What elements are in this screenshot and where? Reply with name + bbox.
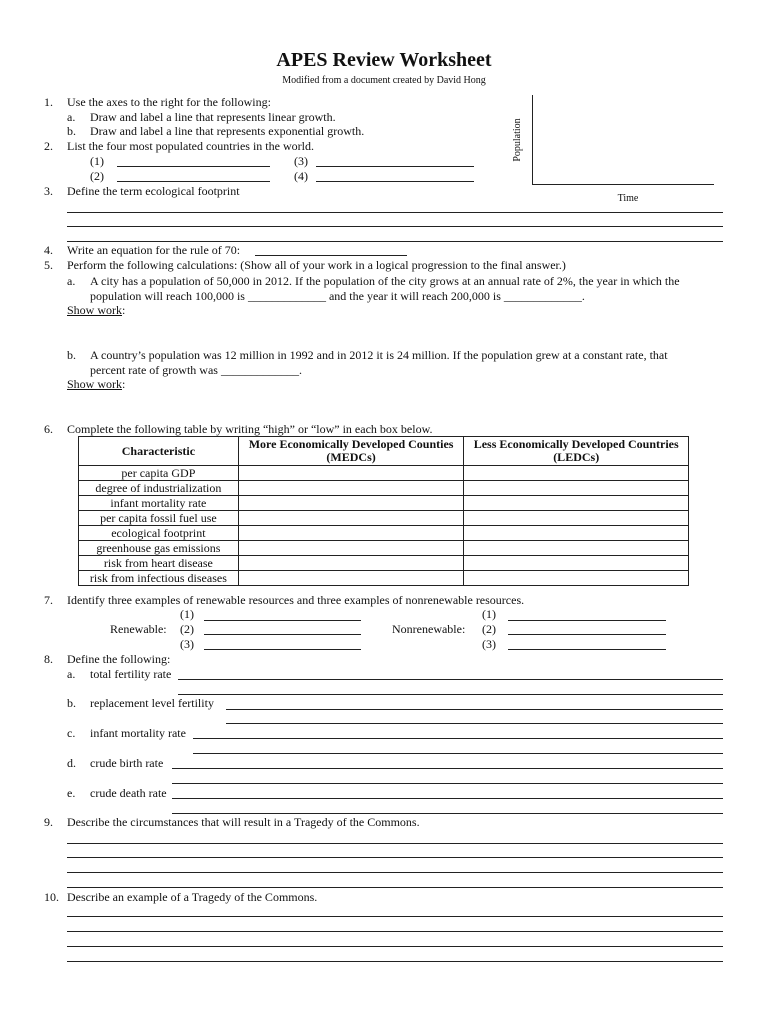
page-title: APES Review Worksheet xyxy=(276,49,492,71)
q8-e-label: e. xyxy=(67,786,76,800)
q8-number: 8. xyxy=(44,652,53,666)
table-header: More Economically Developed Counties (MEDCs) xyxy=(238,437,464,466)
q8-b-answer-line-1[interactable] xyxy=(226,709,723,710)
q6-number: 6. xyxy=(44,422,53,436)
renewable-label: Renewable: xyxy=(110,622,167,636)
medc-cell[interactable] xyxy=(238,481,464,496)
q8-b-answer-line-2[interactable] xyxy=(226,723,723,724)
q4-text: Write an equation for the rule of 70: xyxy=(67,243,241,257)
q3-number: 3. xyxy=(44,184,53,198)
q8-d-label: d. xyxy=(67,756,76,770)
row-characteristic: ecological footprint xyxy=(79,526,239,541)
page-subtitle: Modified from a document created by David Hong xyxy=(282,75,486,86)
table-row xyxy=(79,466,689,481)
ledc-cell[interactable] xyxy=(464,511,689,526)
q10-answer-line-1[interactable] xyxy=(67,916,723,917)
nonrenewable-answer-line-2[interactable] xyxy=(508,634,666,635)
q2-answer-line-1[interactable] xyxy=(117,166,270,167)
q5-number: 5. xyxy=(44,258,53,272)
q8-a-answer-line-1[interactable] xyxy=(178,679,723,680)
ledc-cell[interactable] xyxy=(464,526,689,541)
ledc-cell[interactable] xyxy=(464,556,689,571)
nonrenewable-answer-line-3[interactable] xyxy=(508,649,666,650)
q5-a-line-1: A city has a population of 50,000 in 2012. If the population of the city grows at an annual rate of 2%, the year in which the xyxy=(90,274,680,288)
q1-b-label: b. xyxy=(67,124,76,138)
ledc-cell[interactable] xyxy=(464,466,689,481)
q10-answer-line-2[interactable] xyxy=(67,931,723,932)
row-characteristic: infant mortality rate xyxy=(79,496,239,511)
ledc-cell[interactable] xyxy=(464,481,689,496)
q8-a-label: a. xyxy=(67,667,76,681)
q2-answer-line-2[interactable] xyxy=(117,181,270,182)
q2-text: List the four most populated countries in the world. xyxy=(67,139,314,153)
nonrenewable-slot-3: (3) xyxy=(482,637,496,651)
q9-answer-line-1[interactable] xyxy=(67,843,723,844)
graph-y-label: Population xyxy=(512,118,523,162)
medc-cell[interactable] xyxy=(238,496,464,511)
q8-b-label: b. xyxy=(67,696,76,710)
renewable-answer-line-2[interactable] xyxy=(204,634,361,635)
q1-b-text: Draw and label a line that represents exponential growth. xyxy=(90,124,365,138)
medc-cell[interactable] xyxy=(238,526,464,541)
medc-cell[interactable] xyxy=(238,571,464,586)
table-row xyxy=(79,571,689,586)
graph-x-axis xyxy=(532,184,714,185)
medc-cell[interactable] xyxy=(238,556,464,571)
q10-answer-line-4[interactable] xyxy=(67,961,723,962)
q5-b-line-2: percent rate of growth was _____________. xyxy=(90,363,302,377)
q9-answer-line-4[interactable] xyxy=(67,887,723,888)
q8-c-term: infant mortality rate xyxy=(90,726,186,740)
q5-b-line-1: A country’s population was 12 million in 1992 and in 2012 it is 24 million. If the population grew at a constant rate, that xyxy=(90,348,668,362)
q4-answer-line[interactable] xyxy=(255,255,407,256)
table-header-row xyxy=(79,437,689,466)
q5-text: Perform the following calculations: (Show all of your work in a logical progression to the final answer.) xyxy=(67,258,566,272)
q2-slot-1: (1) xyxy=(90,154,104,168)
q1-number: 1. xyxy=(44,95,53,109)
row-characteristic: greenhouse gas emissions xyxy=(79,541,239,556)
renewable-slot-1: (1) xyxy=(180,607,194,621)
ledc-cell[interactable] xyxy=(464,571,689,586)
nonrenewable-slot-2: (2) xyxy=(482,622,496,636)
q2-slot-3: (3) xyxy=(294,154,308,168)
q1-a-text: Draw and label a line that represents linear growth. xyxy=(90,110,336,124)
row-characteristic: degree of industrialization xyxy=(79,481,239,496)
renewable-slot-2: (2) xyxy=(180,622,194,636)
q8-d-answer-line-2[interactable] xyxy=(172,783,723,784)
medc-ledc-table xyxy=(78,436,689,586)
q8-c-answer-line-1[interactable] xyxy=(193,738,723,739)
nonrenewable-slot-1: (1) xyxy=(482,607,496,621)
q3-answer-line-2[interactable] xyxy=(67,226,723,227)
q1-a-label: a. xyxy=(67,110,76,124)
q2-slot-2: (2) xyxy=(90,169,104,183)
q2-answer-line-4[interactable] xyxy=(316,181,474,182)
q2-answer-line-3[interactable] xyxy=(316,166,474,167)
q4-number: 4. xyxy=(44,243,53,257)
renewable-slot-3: (3) xyxy=(180,637,194,651)
q5-a-show-work: Show work: xyxy=(67,303,126,317)
table-row xyxy=(79,511,689,526)
q7-number: 7. xyxy=(44,593,53,607)
q10-number: 10. xyxy=(44,890,59,904)
q10-text: Describe an example of a Tragedy of the Commons. xyxy=(67,890,318,904)
table-row xyxy=(79,526,689,541)
q8-d-answer-line-1[interactable] xyxy=(172,768,723,769)
q8-a-answer-line-2[interactable] xyxy=(178,694,723,695)
q3-text: Define the term ecological footprint xyxy=(67,184,240,198)
row-characteristic: risk from heart disease xyxy=(79,556,239,571)
q8-e-term: crude death rate xyxy=(90,786,167,800)
ledc-cell[interactable] xyxy=(464,541,689,556)
q10-answer-line-3[interactable] xyxy=(67,946,723,947)
q8-e-answer-line-2[interactable] xyxy=(172,813,723,814)
q2-slot-4: (4) xyxy=(294,169,308,183)
q1-text: Use the axes to the right for the following: xyxy=(67,95,271,109)
q8-b-term: replacement level fertility xyxy=(90,696,214,710)
table-row xyxy=(79,481,689,496)
q8-a-term: total fertility rate xyxy=(90,667,172,681)
q5-a-label: a. xyxy=(67,274,76,288)
table-header: Characteristic xyxy=(79,437,239,466)
q8-text: Define the following: xyxy=(67,652,171,666)
q3-answer-line-3[interactable] xyxy=(67,241,723,242)
q3-answer-line-1[interactable] xyxy=(67,212,723,213)
table-row xyxy=(79,556,689,571)
q8-c-label: c. xyxy=(67,726,76,740)
renewable-answer-line-1[interactable] xyxy=(204,620,361,621)
q8-e-answer-line-1[interactable] xyxy=(172,798,723,799)
q9-answer-line-2[interactable] xyxy=(67,857,723,858)
q6-text: Complete the following table by writing “high” or “low” in each box below. xyxy=(67,422,433,436)
medc-cell[interactable] xyxy=(238,466,464,481)
medc-cell[interactable] xyxy=(238,541,464,556)
nonrenewable-label: Nonrenewable: xyxy=(392,622,466,636)
q8-d-term: crude birth rate xyxy=(90,756,164,770)
graph-x-label: Time xyxy=(617,193,639,204)
graph-y-axis xyxy=(532,95,533,185)
table-row xyxy=(79,496,689,511)
ledc-cell[interactable] xyxy=(464,496,689,511)
medc-cell[interactable] xyxy=(238,511,464,526)
q5-a-line-2: population will reach 100,000 is _____________ and the year it will reach 200,000 is _____________. xyxy=(90,289,585,303)
q5-b-show-work: Show work: xyxy=(67,377,126,391)
row-characteristic: risk from infectious diseases xyxy=(79,571,239,586)
q5-b-label: b. xyxy=(67,348,76,362)
q7-text: Identify three examples of renewable resources and three examples of nonrenewable resources. xyxy=(67,593,525,607)
renewable-answer-line-3[interactable] xyxy=(204,649,361,650)
q9-answer-line-3[interactable] xyxy=(67,872,723,873)
table-row xyxy=(79,541,689,556)
q8-c-answer-line-2[interactable] xyxy=(193,753,723,754)
q2-number: 2. xyxy=(44,139,53,153)
q9-number: 9. xyxy=(44,815,53,829)
row-characteristic: per capita GDP xyxy=(79,466,239,481)
q9-text: Describe the circumstances that will result in a Tragedy of the Commons. xyxy=(67,815,420,829)
table-header: Less Economically Developed Countries (LEDCs) xyxy=(464,437,689,466)
row-characteristic: per capita fossil fuel use xyxy=(79,511,239,526)
nonrenewable-answer-line-1[interactable] xyxy=(508,620,666,621)
